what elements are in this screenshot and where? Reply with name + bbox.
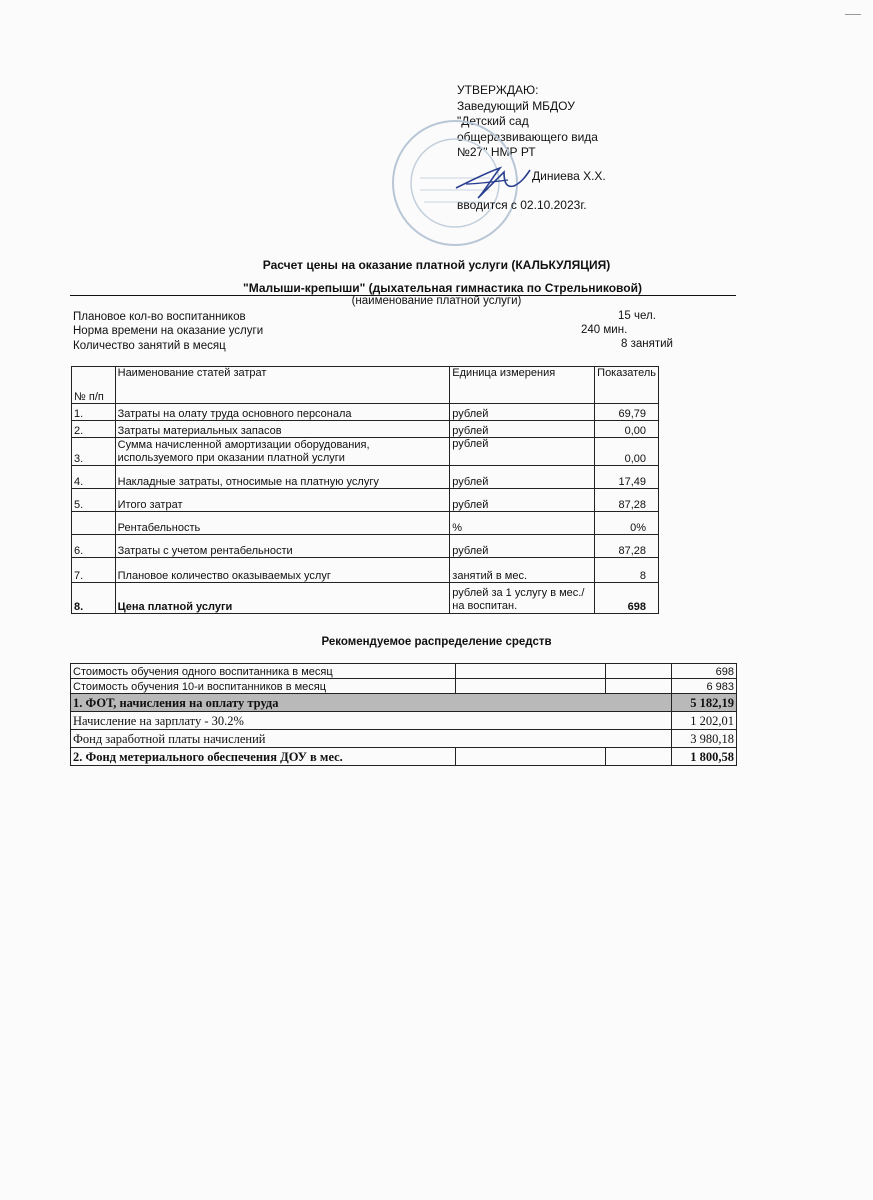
table-row <box>72 438 659 466</box>
row-unit: рублей <box>450 489 595 512</box>
dist-value: 5 182,19 <box>672 694 737 712</box>
dist-label: Стоимость обучения 10-и воспитанников в месяц <box>71 679 456 694</box>
approval-line: "Детский сад <box>457 114 529 128</box>
dist-label: Стоимость обучения одного воспитанника в месяц <box>71 664 456 679</box>
row-value: 698 <box>595 583 659 614</box>
header-cell: Наименование статей затрат <box>115 367 450 404</box>
calculation-table <box>71 366 659 614</box>
row-value: 8 <box>595 558 659 583</box>
approval-line: УТВЕРЖДАЮ: <box>457 83 539 97</box>
table-row <box>71 694 737 712</box>
dist-value: 698 <box>672 664 737 679</box>
table-row <box>71 679 737 694</box>
signatory-name: Диниева Х.Х. <box>532 169 606 183</box>
row-name: Плановое количество оказываемых услуг <box>115 558 450 583</box>
dist-label: Фонд заработной платы начислений <box>71 730 672 748</box>
dist-empty-cell <box>606 748 672 766</box>
dist-empty-cell <box>456 679 606 694</box>
approval-line: общеразвивающего вида <box>457 129 598 144</box>
table-row <box>72 421 659 438</box>
param-number: 240 <box>581 324 601 336</box>
table-row <box>72 404 659 421</box>
param-value <box>621 338 673 350</box>
row-unit: % <box>450 512 595 535</box>
service-caption: (наименование платной услуги) <box>351 295 522 307</box>
dist-value: 3 980,18 <box>672 730 737 748</box>
row-unit: рублей <box>450 404 595 421</box>
dist-empty-cell <box>606 679 672 694</box>
row-name: Сумма начисленной амортизации оборудования, используемого при оказании платной услуги <box>115 438 450 466</box>
row-name: Затраты материальных запасов <box>115 421 450 438</box>
param-number: 8 <box>621 338 628 350</box>
table-row-price <box>72 583 659 614</box>
row-number: 6. <box>72 535 116 558</box>
signature-icon <box>452 158 532 202</box>
row-unit: занятий в мес. <box>450 558 595 583</box>
document-title: Расчет цены на оказание платной услуги (КАЛЬКУЛЯЦИЯ) <box>262 258 611 272</box>
row-value: 87,28 <box>595 489 659 512</box>
param-label: Количество занятий в месяц <box>73 340 226 352</box>
row-number: 1. <box>72 404 116 421</box>
dist-empty-cell <box>606 664 672 679</box>
row-name: Итого затрат <box>115 489 450 512</box>
table-row <box>72 558 659 583</box>
row-number: 2. <box>72 421 116 438</box>
table-row <box>72 489 659 512</box>
row-name: Рентабельность <box>115 512 450 535</box>
dist-empty-cell <box>456 748 606 766</box>
param-unit: занятий <box>630 338 673 350</box>
row-number: 3. <box>72 438 116 466</box>
row-unit: рублей <box>450 421 595 438</box>
page-edge-mark <box>845 14 861 15</box>
dist-value: 6 983 <box>672 679 737 694</box>
row-unit: рублей <box>450 438 595 466</box>
row-name: Накладные затраты, относимые на платную услугу <box>115 466 450 489</box>
service-name: "Малыши-крепыши" (дыхательная гимнастика по Стрельниковой) <box>243 281 642 295</box>
param-number: 15 <box>618 310 631 322</box>
dist-label: Начисление на зарплату - 30.2% <box>71 712 672 730</box>
param-label: Плановое кол-во воспитанников <box>73 311 246 323</box>
header-cell: Единица измерения <box>450 367 595 404</box>
row-value: 17,49 <box>595 466 659 489</box>
row-value: 69,79 <box>595 404 659 421</box>
row-name: Цена платной услуги <box>115 583 450 614</box>
table-row <box>72 535 659 558</box>
table-row <box>72 466 659 489</box>
table-row <box>72 512 659 535</box>
row-number: 7. <box>72 558 116 583</box>
row-unit: рублей за 1 услугу в мес./на воспитан. <box>450 583 595 614</box>
row-unit: рублей <box>450 466 595 489</box>
dist-label: 1. ФОТ, начисления на оплату труда <box>71 694 672 712</box>
dist-value: 1 202,01 <box>672 712 737 730</box>
header-cell: Показатель <box>595 367 659 404</box>
row-number: 5. <box>72 489 116 512</box>
table-header-row <box>72 367 659 404</box>
row-name: Затраты на олату труда основного персонала <box>115 404 450 421</box>
row-number: 8. <box>72 583 116 614</box>
table-row <box>71 712 737 730</box>
dist-label: 2. Фонд метериального обеспечения ДОУ в мес. <box>71 748 456 766</box>
approval-line: №27" НМР РТ <box>457 145 536 159</box>
table-row <box>71 730 737 748</box>
table-row <box>71 748 737 766</box>
distribution-table <box>70 663 737 766</box>
dist-value: 1 800,58 <box>672 748 737 766</box>
dist-empty-cell <box>456 664 606 679</box>
row-value: 87,28 <box>595 535 659 558</box>
row-value: 0% <box>595 512 659 535</box>
approval-line: Заведующий МБДОУ <box>457 98 575 113</box>
param-unit: чел. <box>634 310 656 322</box>
row-value: 0,00 <box>595 438 659 466</box>
param-label: Норма времени на оказание услуги <box>73 325 264 337</box>
row-number: 4. <box>72 466 116 489</box>
row-value: 0,00 <box>595 421 659 438</box>
distribution-title: Рекомендуемое распределение средств <box>321 636 552 648</box>
row-unit: рублей <box>450 535 595 558</box>
effective-date: вводится с 02.10.2023г. <box>457 198 587 212</box>
row-name: Затраты с учетом рентабельности <box>115 535 450 558</box>
row-number <box>72 512 116 535</box>
param-value <box>618 310 656 322</box>
param-value <box>581 324 627 336</box>
param-unit: мин. <box>603 324 628 336</box>
table-row <box>71 664 737 679</box>
header-cell: № п/п <box>72 367 116 404</box>
